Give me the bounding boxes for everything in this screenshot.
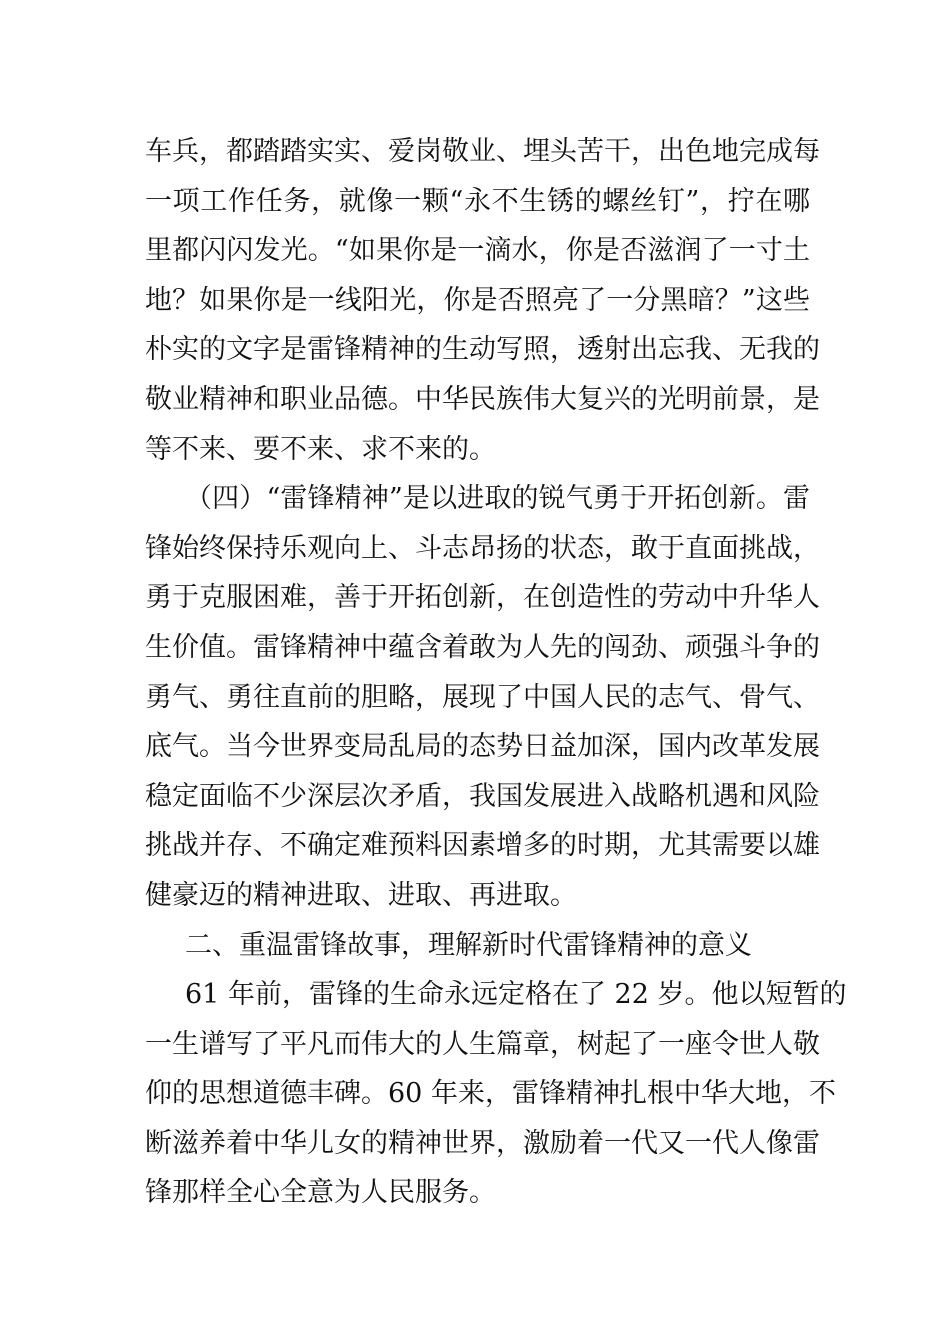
text-line: 61 年前，雷锋的生命永远定格在了 22 岁。他以短暂的 bbox=[185, 979, 847, 1011]
text-line: 一项工作任务，就像一颗“永不生锈的螺丝钉”，拧在哪 bbox=[145, 185, 810, 217]
text-line: 里都闪闪发光。“如果你是一滴水，你是否滋润了一寸土 bbox=[145, 235, 810, 267]
text-line: 仰的思想道德丰碑。60 年来，雷锋精神扎根中华大地，不 bbox=[145, 1078, 836, 1110]
text-line: 挑战并存、不确定难预料因素增多的时期，尤其需要以雄 bbox=[145, 830, 820, 862]
text-line: 等不来、要不来、求不来的。 bbox=[145, 433, 496, 465]
text-line: 生价值。雷锋精神中蕴含着敢为人先的闯劲、顽强斗争的 bbox=[145, 631, 820, 663]
text-line: 锋始终保持乐观向上、斗志昂扬的状态，敢于直面挑战， bbox=[145, 532, 820, 564]
text-line: 车兵，都踏踏实实、爱岗敬业、埋头苦干，出色地完成每 bbox=[145, 136, 820, 167]
text-line: 勇气、勇往直前的胆略，展现了中国人民的志气、骨气、 bbox=[145, 681, 820, 713]
text-line: 一生谱写了平凡而伟大的人生篇章，树起了一座令世人敬 bbox=[145, 1028, 820, 1060]
text-line: 朴实的文字是雷锋精神的生动写照，透射出忘我、无我的 bbox=[145, 334, 820, 366]
text-line: 敬业精神和职业品德。中华民族伟大复兴的光明前景，是 bbox=[145, 383, 820, 415]
body-text bbox=[145, 127, 847, 1218]
text-line: 锋那样全心全意为人民服务。 bbox=[145, 1177, 496, 1209]
text-line: 断滋养着中华儿女的精神世界，激励着一代又一代人像雷 bbox=[145, 1127, 820, 1159]
text-line: 地？如果你是一线阳光，你是否照亮了一分黑暗？”这些 bbox=[145, 284, 810, 316]
text-line: 勇于克服困难，善于开拓创新，在创造性的劳动中升华人 bbox=[145, 582, 820, 614]
section-heading: 二、重温雷锋故事，理解新时代雷锋精神的意义 bbox=[185, 929, 752, 961]
text-line: 稳定面临不少深层次矛盾，我国发展进入战略机遇和风险 bbox=[145, 780, 820, 812]
text-line: （四）“雷锋精神”是以进取的锐气勇于开拓创新。雷 bbox=[185, 483, 810, 515]
text-line: 健豪迈的精神进取、进取、再进取。 bbox=[145, 879, 577, 911]
text-line: 底气。当今世界变局乱局的态势日益加深，国内改革发展 bbox=[145, 731, 820, 763]
